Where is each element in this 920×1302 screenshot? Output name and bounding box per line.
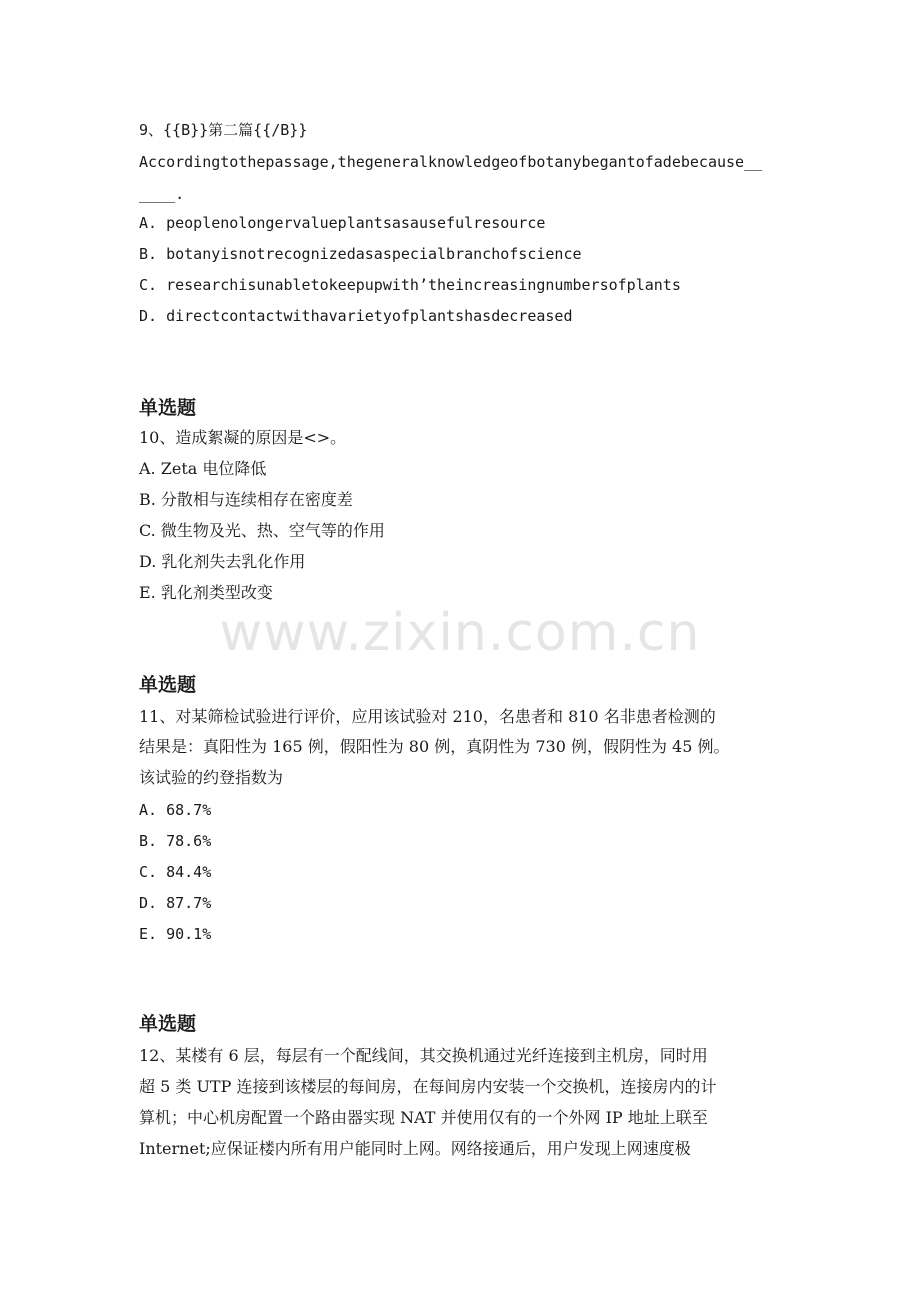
- q9-option-d: D. directcontactwithavarietyofplantshasdecreased: [139, 307, 573, 325]
- q11-option-b: B. 78.6%: [139, 832, 212, 850]
- q12-stem-line1: 12、某楼有 6 层，每层有一个配线间，其交换机通过光纤连接到主机房，同时用: [139, 1046, 708, 1065]
- q9-stem-line2: ____.: [139, 185, 185, 203]
- q9-title: 9、{{B}}第二篇{{/B}}: [139, 121, 308, 139]
- q11-option-d: D. 87.7%: [139, 894, 212, 912]
- q11-stem-line2: 结果是：真阳性为 165 例，假阳性为 80 例，真阴性为 730 例，假阴性为 45 例。: [139, 737, 730, 756]
- q12-stem-line2: 超 5 类 UTP 连接到该楼层的每间房，在每间房内安装一个交换机，连接房内的计: [139, 1077, 717, 1096]
- watermark-logo: www.zixin.com.cn: [219, 603, 701, 663]
- q12-stem-line4: Internet;应保证楼内所有用户能同时上网。网络接通后，用户发现上网速度极: [139, 1139, 691, 1158]
- q10-option-d: D. 乳化剂失去乳化作用: [139, 552, 306, 571]
- q11-option-c: C. 84.4%: [139, 863, 212, 881]
- q9-option-a: A. peoplenolongervalueplantsasausefulresource: [139, 214, 546, 232]
- q10-option-b: B. 分散相与连续相存在密度差: [139, 490, 353, 509]
- q11-stem-line3: 该试验的约登指数为: [139, 768, 284, 787]
- q10-option-a: A. Zeta 电位降低: [139, 459, 267, 478]
- q11-option-e: E. 90.1%: [139, 925, 212, 943]
- q9-option-b: B. botanyisnotrecognizedasaspecialbranchofscience: [139, 245, 582, 263]
- q10-stem: 10、造成絮凝的原因是<>。: [139, 428, 347, 447]
- q12-stem-line3: 算机；中心机房配置一个路由器实现 NAT 并使用仅有的一个外网 IP 地址上联至: [139, 1108, 708, 1127]
- q10-option-c: C. 微生物及光、热、空气等的作用: [139, 521, 385, 540]
- q9-stem-line1: Accordingtothepassage,thegeneralknowledgeofbotanybegantofadebecause__: [139, 153, 763, 171]
- q11-stem-line1: 11、对某筛检试验进行评价，应用该试验对 210，名患者和 810 名非患者检测的: [139, 707, 716, 726]
- q9-option-c: C. researchisunabletokeepupwith’theincreasingnumbersofplants: [139, 276, 681, 294]
- q11-option-a: A. 68.7%: [139, 801, 212, 819]
- q10-option-e: E. 乳化剂类型改变: [139, 583, 273, 602]
- q10-type-heading: 单选题: [139, 397, 197, 419]
- q11-type-heading: 单选题: [139, 674, 197, 696]
- q12-type-heading: 单选题: [139, 1013, 197, 1035]
